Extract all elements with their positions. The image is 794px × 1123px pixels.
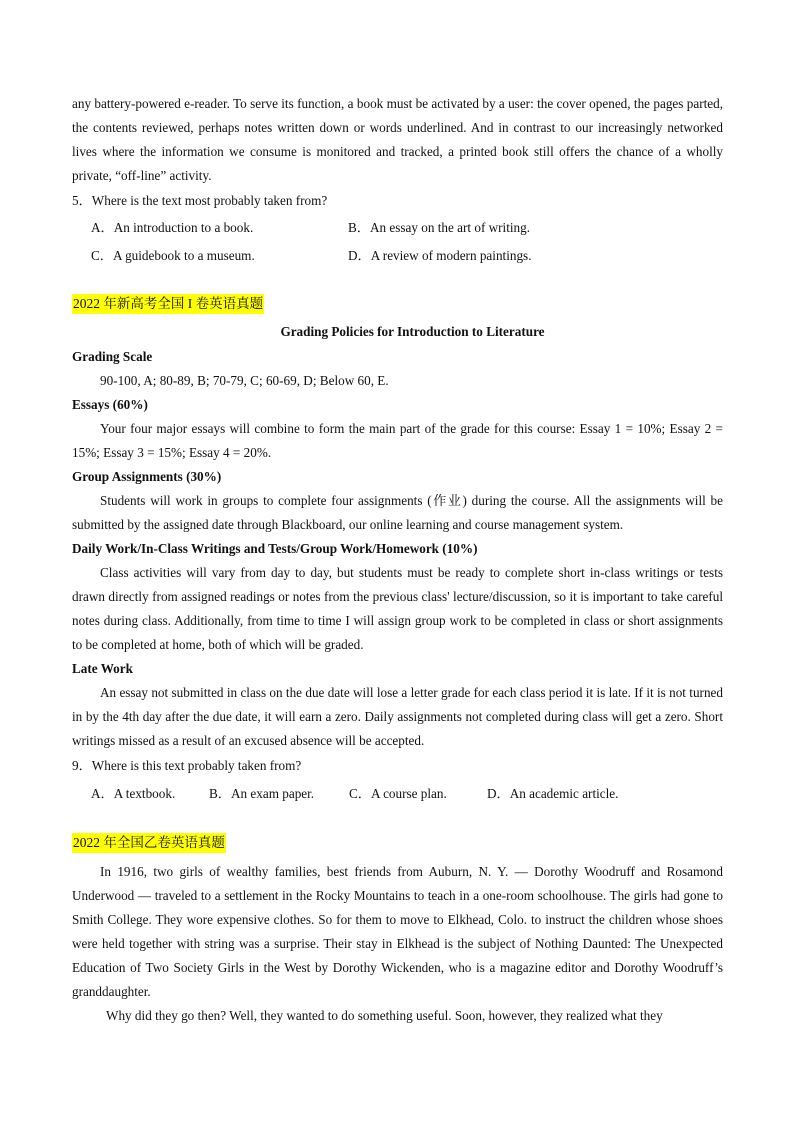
late-work-text: An essay not submitted in class on the due date will lose a letter grade for each class period it is late. If it is not turned in by the 4th day after the due date, it will earn a zero. Daily assignments not completed during class will get a zero. Short writings missed as a result of an excused absence will be accepted. [72,685,723,748]
daily-work-text: Class activities will vary from day to day, but students must be ready to complete short in-class writings or tests drawn directly from assigned readings or notes from the previous class' lecture/discussion, so it is important to take careful notes during class. Additionally, from time to time I will assign group work to be completed in class or short assignments to be completed at home, both of which will be graded. [72,565,723,652]
option-c: C．A course plan. [349,786,447,801]
heading-essays: Essays (60%) [72,397,148,412]
section-1-tag: 2022 年新高考全国 I 卷英语真题 [72,294,264,314]
heading-daily-work: Daily Work/In-Class Writings and Tests/Group Work/Homework (10%) [72,541,478,556]
heading-late-work: Late Work [72,661,133,676]
question-5-options [72,214,723,270]
question-9-stem: 9．Where is this text probably taken from? [72,758,302,773]
passage-top: any battery-powered e-reader. To serve its function, a book must be activated by a user: the cover opened, the pages parted, the contents reviewed, perhaps notes written down or words underlined. And in contrast to our increasingly networked lives where the information we consume is monitored and tracked, a printed book still offers the chance of a wholly private, “off-line” activity. [72,96,723,183]
section-1-title: Grading Policies for Introduction to Literature [280,324,545,339]
document-page [72,92,723,1028]
grading-scale-text: 90-100, A; 80-89, B; 70-79, C; 60-69, D; Below 60, E. [100,373,389,388]
option-c: C．A guidebook to a museum. [91,248,255,263]
option-a: A．A textbook. [91,786,176,801]
section-2-paragraph-1: In 1916, two girls of wealthy families, best friends from Auburn, N. Y. — Dorothy Woodruff and Rosamond Underwood — traveled to a settlement in the Rocky Mountains to teach in a one-room schoolhouse. The girls had gone to Smith College. They wore expensive clothes. So for them to move to Elkhead, Colo. to instruct the children whose shoes were held together with string was a surprise. Their stay in Elkhead is the subject of Nothing Daunted: The Unexpected Education of Two Society Girls in the West by Dorothy Wickenden, who is a magazine editor and Dorothy Woodruff’s granddaughter. [72,864,723,999]
question-9-options [72,780,723,808]
section-2-paragraph-2: Why did they go then? Well, they wanted to do something useful. Soon, however, they realized what they [106,1008,663,1023]
essays-text: Your four major essays will combine to form the main part of the grade for this course: Essay 1 = 10%; Essay 2 = 15%; Essay 3 = 15%; Essay 4 = 20%. [72,421,723,460]
option-b: B．An essay on the art of writing. [348,220,531,235]
heading-grading-scale: Grading Scale [72,349,153,364]
option-a: A．An introduction to a book. [91,220,254,235]
option-b: B．An exam paper. [209,786,315,801]
question-5-stem: 5．Where is the text most probably taken from? [72,193,328,208]
option-d: D．An academic article. [487,786,619,801]
section-1 [72,294,723,808]
option-d: D．A review of modern paintings. [348,248,532,263]
section-2 [72,833,723,1028]
section-2-tag: 2022 年全国乙卷英语真题 [72,833,226,853]
heading-group-assignments: Group Assignments (30%) [72,469,222,484]
group-assignments-text: Students will work in groups to complete four assignments (作业) during the course. All the assignments will be submitted by the assigned date through Blackboard, our online learning and course management system. [72,493,723,532]
